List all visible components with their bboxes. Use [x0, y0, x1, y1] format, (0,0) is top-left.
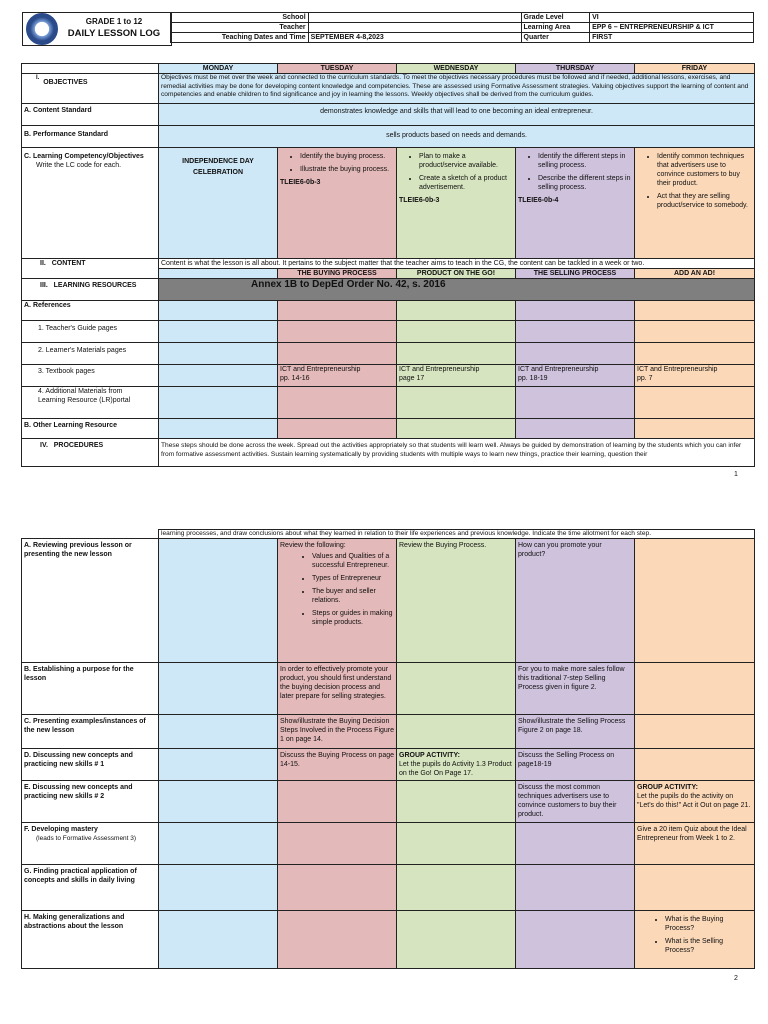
content-text: Content is what the lesson is all about. It pertains to the subject matter that the teacher aims to teach in the CG, the content can be tackled in a week or two. [159, 259, 755, 269]
performance-standard-text: sells products based on needs and demands. [159, 126, 755, 148]
step-c-label: C. Presenting examples/instances of the new lesson [22, 715, 159, 749]
competency-sub: Write the LC code for each. [36, 162, 122, 169]
step-g-thursday [516, 865, 635, 911]
am-monday [159, 387, 278, 419]
lm-friday [635, 343, 755, 365]
references-label: A. References [22, 301, 159, 321]
am-friday [635, 387, 755, 419]
performance-standard-label: B. Performance Standard [22, 126, 159, 148]
ref-friday [635, 301, 755, 321]
list-item: • Values and Qualities of a successful Entrepreneur. [312, 552, 394, 570]
list-item: • Types of Entrepreneur [312, 574, 394, 583]
am-wednesday [397, 387, 516, 419]
lm-tuesday [278, 343, 397, 365]
content-topic-thursday: THE SELLING PROCESS [516, 269, 635, 279]
step-c-tuesday: Show/illustrate the Buying Decision Steps Involved in the Process Figure 1 on page 14. [278, 715, 397, 749]
step-f-wednesday [397, 823, 516, 865]
lc-code-tuesday: TLEIE6-0b-3 [280, 179, 321, 186]
header-left-box [22, 12, 172, 46]
olr-thursday [516, 419, 635, 439]
step-c-friday [635, 715, 755, 749]
list-item: • Identify common techniques that advertisers use to convince customers to buy their product. [657, 152, 752, 188]
step-c-thursday: Show/illustrate the Selling Process Figure 2 on page 18. [516, 715, 635, 749]
competency-wednesday-list [399, 152, 513, 192]
step-d-wednesday-title: GROUP ACTIVITY: [399, 752, 460, 759]
step-b-wednesday [397, 663, 516, 715]
list-item: • Identify the buying process. [300, 152, 394, 161]
step-e-friday-title: GROUP ACTIVITY: [637, 784, 698, 791]
grade-label: GRADE 1 to 12 [85, 17, 143, 26]
olr-tuesday [278, 419, 397, 439]
school-label: School [171, 13, 309, 23]
lc-code-wednesday: TLEIE6-0b-3 [399, 197, 440, 204]
step-h-wednesday [397, 911, 516, 969]
step-f-title: F. Developing mastery [24, 826, 98, 833]
teacher-label: Teacher [171, 23, 309, 33]
step-h-friday [635, 911, 755, 969]
step-d-label: D. Discussing new concepts and practicing new skills # 1 [22, 749, 159, 781]
step-f-friday: Give a 20 item Quiz about the Ideal Entrepreneur from Week 1 to 2. [635, 823, 755, 865]
step-b-monday [159, 663, 278, 715]
step-b-tuesday: In order to effectively promote your product, you should first understand the buying decision process and later prepare for selling strategies. [278, 663, 397, 715]
procedures-cont-blank [22, 530, 159, 539]
step-a-tuesday [278, 539, 397, 663]
learning-area-label: Learning Area [521, 23, 590, 33]
step-e-tuesday [278, 781, 397, 823]
textbook-friday: ICT and Entrepreneurship pp. 7 [635, 365, 755, 387]
step-h-thursday [516, 911, 635, 969]
step-c-wednesday [397, 715, 516, 749]
grade-level-value: VI [590, 13, 754, 23]
ref-monday [159, 301, 278, 321]
step-a-friday [635, 539, 755, 663]
day-header-friday: FRIDAY [635, 64, 755, 74]
corner-cell [22, 64, 159, 74]
day-header-monday: MONDAY [159, 64, 278, 74]
list-item: • What is the Selling Process? [665, 937, 752, 955]
step-a-tuesday-list [280, 552, 394, 627]
competency-tuesday-list [280, 152, 394, 174]
olr-monday [159, 419, 278, 439]
learners-materials-label: 2. Learner's Materials pages [22, 343, 159, 365]
dates-label: Teaching Dates and Time [171, 33, 309, 43]
content-topic-friday: ADD AN AD! [635, 269, 755, 279]
am-tuesday [278, 387, 397, 419]
step-g-label: G. Finding practical application of concepts and skills in daily living [22, 865, 159, 911]
list-item: • Identify the different steps in selling process. [538, 152, 632, 170]
list-item: • Describe the different steps in selling process. [538, 174, 632, 192]
content-standard-label: A. Content Standard [22, 104, 159, 126]
tg-friday [635, 321, 755, 343]
step-f-tuesday [278, 823, 397, 865]
tg-tuesday [278, 321, 397, 343]
step-e-wednesday [397, 781, 516, 823]
list-item: • The buyer and seller relations. [312, 587, 394, 605]
step-d-thursday: Discuss the Selling Process on page18-19 [516, 749, 635, 781]
lm-monday [159, 343, 278, 365]
am-thursday [516, 387, 635, 419]
resources-label: III. LEARNING RESOURCES [22, 279, 159, 301]
content-topic-tuesday: THE BUYING PROCESS [278, 269, 397, 279]
step-f-thursday [516, 823, 635, 865]
procedures-text: These steps should be done across the week. Spread out the activities appropriately so that students will learn well. Always be guided by demonstration of learning by the students which you can infer from formative assessment activities. Sustain learning systematically by providing students with multiple ways to learn new things, practice their learning, question their [159, 439, 755, 467]
lm-wednesday [397, 343, 516, 365]
step-d-tuesday: Discuss the Buying Process on page 14-15. [278, 749, 397, 781]
step-f-monday [159, 823, 278, 865]
step-a-thursday: How can you promote your product? [516, 539, 635, 663]
competency-thursday-list [518, 152, 632, 192]
list-item: • Act that they are selling product/service to somebody. [657, 192, 752, 210]
ref-tuesday [278, 301, 397, 321]
list-item: • Steps or guides in making simple products. [312, 609, 394, 627]
step-d-monday [159, 749, 278, 781]
tg-wednesday [397, 321, 516, 343]
step-b-label: B. Establishing a purpose for the lesson [22, 663, 159, 715]
page-number-2: 2 [734, 975, 738, 982]
quarter-value: FIRST [590, 33, 754, 43]
step-h-friday-list [637, 915, 752, 955]
tb-monday [159, 365, 278, 387]
learning-area-value: EPP 6 – ENTREPRENEURSHIP & ICT [590, 23, 754, 33]
header-info-table [170, 12, 754, 43]
competency-title: C. Learning Competency/Objectives [24, 153, 144, 160]
step-a-label: A. Reviewing previous lesson or presenting the new lesson [22, 539, 159, 663]
competency-tuesday [278, 148, 397, 259]
step-e-label: E. Discussing new concepts and practicing new skills # 2 [22, 781, 159, 823]
olr-wednesday [397, 419, 516, 439]
step-h-tuesday [278, 911, 397, 969]
ref-wednesday [397, 301, 516, 321]
list-item: • What is the Buying Process? [665, 915, 752, 933]
step-g-wednesday [397, 865, 516, 911]
textbook-tuesday: ICT and Entrepreneurship pp. 14-16 [278, 365, 397, 387]
ref-thursday [516, 301, 635, 321]
step-a-wednesday: Review the Buying Process. [397, 539, 516, 663]
textbook-label: 3. Textbook pages [22, 365, 159, 387]
textbook-wednesday: ICT and Entrepreneurship page 17 [397, 365, 516, 387]
deped-seal-logo [26, 13, 58, 45]
step-h-monday [159, 911, 278, 969]
step-d-friday [635, 749, 755, 781]
competency-friday [635, 148, 755, 259]
list-item: • Plan to make a product/service available. [419, 152, 513, 170]
page-number-1: 1 [734, 471, 738, 478]
procedures-text-cont: learning processes, and draw conclusions about what they learned in relation to their life experiences and previous knowledge. Indicate the time allotment for each step. [159, 530, 755, 539]
step-e-thursday: Discuss the most common techniques advertisers use to convince customers to buy their product. [516, 781, 635, 823]
teachers-guide-label: 1. Teacher's Guide pages [22, 321, 159, 343]
list-item: • Illustrate the buying process. [300, 165, 394, 174]
dll-title: DAILY LESSON LOG [67, 28, 161, 39]
header-block [22, 12, 754, 46]
day-header-wednesday: WEDNESDAY [397, 64, 516, 74]
lesson-table-page1 [21, 63, 755, 467]
content-monday [159, 269, 278, 279]
textbook-thursday: ICT and Entrepreneurship pp. 18-19 [516, 365, 635, 387]
additional-materials-label: 4. Additional Materials from Learning Resource (LR)portal [22, 387, 159, 419]
step-f-sub: (leads to Formative Assessment 3) [36, 835, 137, 842]
step-b-thursday: For you to make more sales follow this traditional 7-step Selling Process given in figure 2. [516, 663, 635, 715]
content-topic-wednesday: PRODUCT ON THE GO! [397, 269, 516, 279]
step-h-label: H. Making generalizations and abstractions about the lesson [22, 911, 159, 969]
step-a-monday [159, 539, 278, 663]
teacher-value[interactable] [308, 23, 521, 33]
step-e-friday-text: Let the pupils do the activity on "Let's do this!" Act it Out on page 21. [637, 793, 751, 809]
olr-friday [635, 419, 755, 439]
competency-wednesday [397, 148, 516, 259]
step-d-wednesday-text: Let the pupils do Activity 1.3 Product on the Go! On Page 17. [399, 761, 512, 777]
lesson-table-page2 [21, 529, 755, 969]
step-g-monday [159, 865, 278, 911]
step-b-friday [635, 663, 755, 715]
other-resource-label: B. Other Learning Resource [22, 419, 159, 439]
competency-label [22, 148, 159, 259]
step-f-label [22, 823, 159, 865]
dates-value: SEPTEMBER 4-8,2023 [308, 33, 521, 43]
step-d-wednesday [397, 749, 516, 781]
tg-monday [159, 321, 278, 343]
school-value[interactable] [308, 13, 521, 23]
step-a-tuesday-intro: Review the following: [280, 542, 346, 549]
day-header-thursday: THURSDAY [516, 64, 635, 74]
quarter-label: Quarter [521, 33, 590, 43]
lc-code-thursday: TLEIE6-0b-4 [518, 197, 559, 204]
annex-banner: Annex 1B to DepEd Order No. 42, s. 2016 [159, 279, 755, 301]
step-g-tuesday [278, 865, 397, 911]
step-c-monday [159, 715, 278, 749]
competency-monday: INDEPENDENCE DAY CELEBRATION [159, 148, 278, 259]
step-g-friday [635, 865, 755, 911]
lm-thursday [516, 343, 635, 365]
competency-friday-list [637, 152, 752, 210]
competency-thursday [516, 148, 635, 259]
content-label: II. CONTENT [22, 259, 159, 279]
tg-thursday [516, 321, 635, 343]
procedures-label: IV. PROCEDURES [22, 439, 159, 467]
content-standard-text: demonstrates knowledge and skills that will lead to one becoming an ideal entrepreneur. [159, 104, 755, 126]
list-item: • Create a sketch of a product advertisement. [419, 174, 513, 192]
grade-level-label: Grade Level [521, 13, 590, 23]
step-e-monday [159, 781, 278, 823]
objectives-text: Objectives must be met over the week and connected to the curriculum standards. To meet the objectives necessary procedures must be followed and if needed, additional lessons, exercises, and remedial activities may be done for developing content knowledge and competencies. These are assessed using Formative Assessment strategies. Valuing objectives support the learning of content and competencies and enable children to find significance and joy in learning the lessons. Weekly objectives shall be derived from the curriculum guides. [159, 74, 755, 104]
day-header-tuesday: TUESDAY [278, 64, 397, 74]
objectives-label: I. OBJECTIVES [22, 74, 159, 104]
step-e-friday [635, 781, 755, 823]
